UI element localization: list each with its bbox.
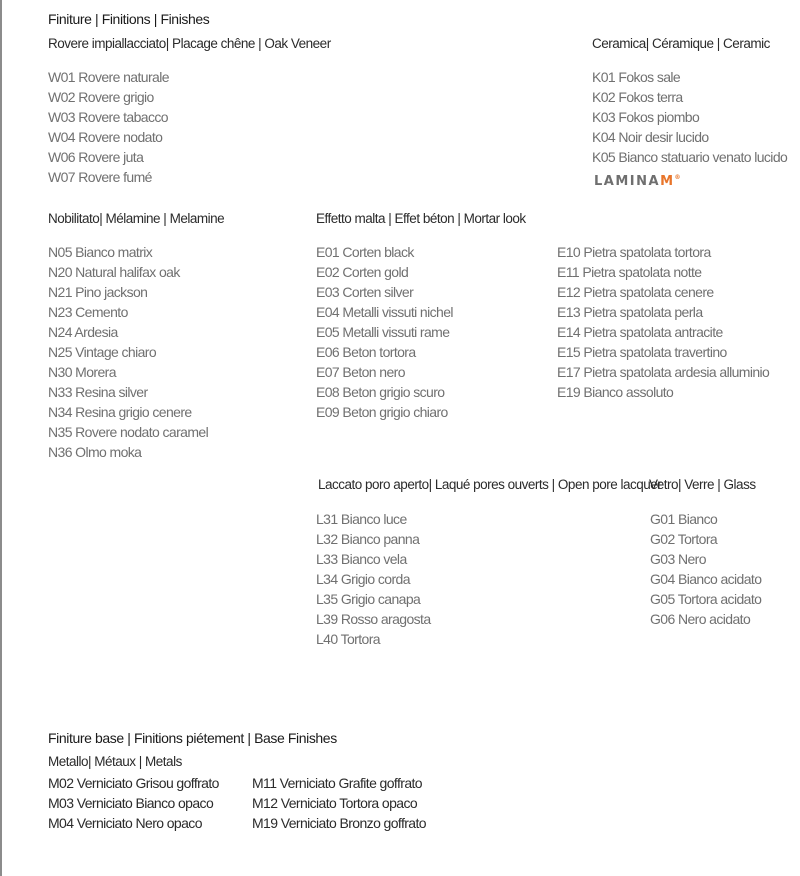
- list-item: G06 Nero acidato: [650, 611, 751, 627]
- list-item: W02 Rovere grigio: [48, 89, 154, 105]
- mortar-list-right: [557, 242, 769, 402]
- list-item: N35 Rovere nodato caramel: [48, 424, 209, 440]
- melamine-list: [48, 242, 208, 462]
- mortar-heading: Effetto malta | Effet béton | Mortar look: [316, 211, 526, 226]
- laminam-logo: LAMINAM®: [594, 174, 681, 189]
- metals-list-left: [48, 773, 219, 833]
- list-item: E14 Pietra spatolata antracite: [557, 324, 723, 340]
- list-item: K01 Fokos sale: [592, 69, 681, 85]
- list-item: G04 Bianco acidato: [650, 571, 762, 587]
- oak-veneer-heading: Rovere impiallacciato| Placage chêne | Oak Veneer: [48, 36, 331, 51]
- list-item: E11 Pietra spatolata notte: [557, 264, 702, 280]
- list-item: E13 Pietra spatolata perla: [557, 304, 703, 320]
- glass-heading: Vetro| Verre | Glass: [649, 477, 756, 492]
- list-item: N36 Olmo moka: [48, 444, 142, 460]
- list-item: E10 Pietra spatolata tortora: [557, 244, 711, 260]
- list-item: L33 Bianco vela: [316, 551, 407, 567]
- lacquer-heading: Laccato poro aperto| Laqué pores ouverts | Open pore lacquer: [318, 477, 662, 492]
- list-item: W04 Rovere nodato: [48, 129, 163, 145]
- base-finishes-title: Finiture base | Finitions piétement | Base Finishes: [48, 730, 337, 746]
- list-item: L31 Bianco luce: [316, 511, 407, 527]
- list-item: N20 Natural halifax oak: [48, 264, 180, 280]
- list-item: L39 Rosso aragosta: [316, 611, 431, 627]
- list-item: N21 Pino jackson: [48, 284, 148, 300]
- list-item: N33 Resina silver: [48, 384, 148, 400]
- list-item: E01 Corten black: [316, 244, 414, 260]
- list-item: E19 Bianco assoluto: [557, 384, 674, 400]
- metals-list-right: [252, 773, 426, 833]
- list-item: E08 Beton grigio scuro: [316, 384, 445, 400]
- ceramic-heading: Ceramica| Céramique | Ceramic: [592, 36, 770, 51]
- list-item: W03 Rovere tabacco: [48, 109, 168, 125]
- page-title: Finiture | Finitions | Finishes: [48, 11, 210, 27]
- list-item: E06 Beton tortora: [316, 344, 416, 360]
- ceramic-list: [592, 67, 787, 167]
- list-item: L34 Grigio corda: [316, 571, 410, 587]
- melamine-heading: Nobilitato| Mélamine | Melamine: [48, 211, 225, 226]
- list-item: M03 Verniciato Bianco opaco: [48, 795, 214, 811]
- lacquer-list: [316, 509, 431, 649]
- list-item: E02 Corten gold: [316, 264, 409, 280]
- list-item: E03 Corten silver: [316, 284, 414, 300]
- list-item: N30 Morera: [48, 364, 116, 380]
- list-item: E15 Pietra spatolata travertino: [557, 344, 727, 360]
- list-item: N05 Bianco matrix: [48, 244, 153, 260]
- list-item: E17 Pietra spatolata ardesia alluminio: [557, 364, 770, 380]
- list-item: K05 Bianco statuario venato lucido: [592, 149, 788, 165]
- list-item: G05 Tortora acidato: [650, 591, 762, 607]
- list-item: W06 Rovere juta: [48, 149, 144, 165]
- list-item: K02 Fokos terra: [592, 89, 683, 105]
- list-item: E07 Beton nero: [316, 364, 405, 380]
- list-item: L35 Grigio canapa: [316, 591, 421, 607]
- metals-heading: Metallo| Métaux | Metals: [48, 754, 182, 769]
- list-item: G03 Nero: [650, 551, 706, 567]
- list-item: N34 Resina grigio cenere: [48, 404, 192, 420]
- list-item: N23 Cemento: [48, 304, 128, 320]
- list-item: L32 Bianco panna: [316, 531, 420, 547]
- glass-list: [650, 509, 761, 629]
- list-item: K03 Fokos piombo: [592, 109, 700, 125]
- list-item: N25 Vintage chiaro: [48, 344, 157, 360]
- list-item: M11 Verniciato Grafite goffrato: [252, 775, 422, 791]
- list-item: L40 Tortora: [316, 631, 380, 647]
- list-item: M02 Verniciato Grisou goffrato: [48, 775, 219, 791]
- list-item: W07 Rovere fumé: [48, 169, 152, 185]
- list-item: E09 Beton grigio chiaro: [316, 404, 448, 420]
- list-item: E04 Metalli vissuti nichel: [316, 304, 453, 320]
- list-item: M19 Verniciato Bronzo goffrato: [252, 815, 426, 831]
- list-item: G01 Bianco: [650, 511, 718, 527]
- list-item: M04 Verniciato Nero opaco: [48, 815, 202, 831]
- list-item: E12 Pietra spatolata cenere: [557, 284, 714, 300]
- list-item: K04 Noir desir lucido: [592, 129, 709, 145]
- oak-veneer-list: [48, 67, 169, 187]
- list-item: W01 Rovere naturale: [48, 69, 169, 85]
- mortar-list-left: [316, 242, 453, 422]
- list-item: E05 Metalli vissuti rame: [316, 324, 450, 340]
- page-left-border: [0, 0, 2, 876]
- list-item: N24 Ardesia: [48, 324, 118, 340]
- list-item: G02 Tortora: [650, 531, 718, 547]
- list-item: M12 Verniciato Tortora opaco: [252, 795, 418, 811]
